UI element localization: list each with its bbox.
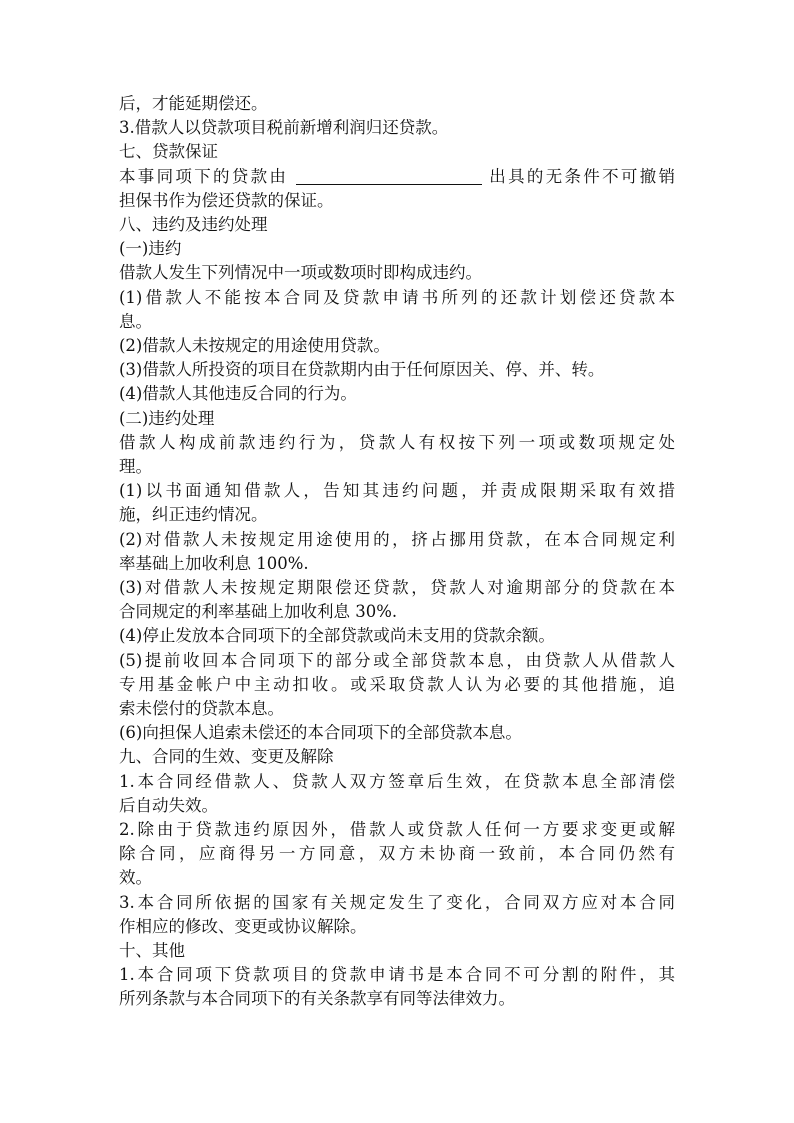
section-heading: 八、违约及违约处理: [119, 215, 268, 234]
text-line: (1)借款人不能按本合同及贷款申请书所列的还款计划偿还贷款本: [119, 287, 675, 307]
text-line: 理。: [119, 457, 152, 476]
text-line: (3)借款人所投资的项目在贷款期内由于任何原因关、停、并、转。: [119, 360, 605, 380]
text-line: (2)借款人未按规定的用途使用贷款。: [119, 336, 390, 355]
subsection-heading: (一)违约: [119, 239, 182, 259]
text-line: 率基础上加收利息 100%.: [119, 553, 309, 573]
text-line: (5)提前收回本合同项下的部分或全部贷款本息，由贷款人从借款人: [119, 650, 675, 670]
text-line: (4)借款人其他违反合同的行为。: [119, 384, 357, 404]
text-line: 合同规定的利率基础上加收利息 30%.: [119, 602, 398, 622]
text-line: 效。: [119, 868, 152, 888]
section-heading: 九、合同的生效、变更及解除: [119, 747, 334, 767]
text-line: 息。: [119, 311, 152, 331]
text-line: 3.借款人以贷款项目税前新增利润归还贷款。: [119, 118, 449, 138]
section-heading: 十、其他: [119, 940, 185, 960]
text-line: 担保书作为偿还贷款的保证。: [119, 190, 334, 210]
text-fragment: 本事同项下的贷款由: [119, 166, 289, 186]
text-fragment: 出具的无条件不可撤销: [489, 166, 675, 186]
text-line: 所列条款与本合同项下的有关条款享有同等法律效力。: [119, 989, 515, 1009]
text-line: 2.除由于贷款违约原因外，借款人或贷款人任何一方要求变更或解: [119, 819, 675, 839]
text-line: (3)对借款人未按规定期限偿还贷款，贷款人对逾期部分的贷款在本: [119, 577, 675, 597]
text-line: (2)对借款人未按规定用途使用的，挤占挪用贷款，在本合同规定利: [119, 529, 675, 549]
text-line: 专用基金帐户中主动扣收。或采取贷款人认为必要的其他措施，追: [119, 674, 675, 694]
text-line: 索未偿付的贷款本息。: [119, 698, 284, 718]
text-line: (1)以书面通知借款人，告知其违约问题，并责成限期采取有效措: [119, 481, 675, 501]
text-line: 后，才能延期偿还。: [119, 94, 268, 113]
text-line: 1.本合同经借款人、贷款人双方签章后生效，在贷款本息全部清偿: [119, 771, 675, 791]
text-line: (4)停止发放本合同项下的全部贷款或尚未支用的贷款余额。: [119, 626, 555, 646]
text-line: 3.本合同所依据的国家有关规定发生了变化，合同双方应对本合同: [119, 892, 675, 912]
text-line: 借款人构成前款违约行为，贷款人有权按下列一项或数项规定处: [119, 432, 675, 452]
guarantor-blank-field[interactable]: [296, 166, 482, 185]
guarantee-line: [119, 165, 675, 189]
subsection-heading: (二)违约处理: [119, 408, 215, 428]
text-line: 后自动失效。: [119, 795, 218, 815]
section-heading: 七、贷款保证: [119, 142, 218, 162]
text-line: 1.本合同项下贷款项目的贷款申请书是本合同不可分割的附件，其: [119, 965, 675, 985]
text-line: 除合同，应商得另一方同意，双方未协商一致前，本合同仍然有: [119, 844, 675, 864]
document-page: [119, 92, 675, 1012]
text-line: 作相应的修改、变更或协议解除。: [119, 916, 367, 936]
text-line: (6)向担保人追索未偿还的本合同项下的全部贷款本息。: [119, 723, 522, 743]
text-line: 施，纠正违约情况。: [119, 505, 268, 525]
text-line: 借款人发生下列情况中一项或数项时即构成违约。: [119, 263, 482, 283]
